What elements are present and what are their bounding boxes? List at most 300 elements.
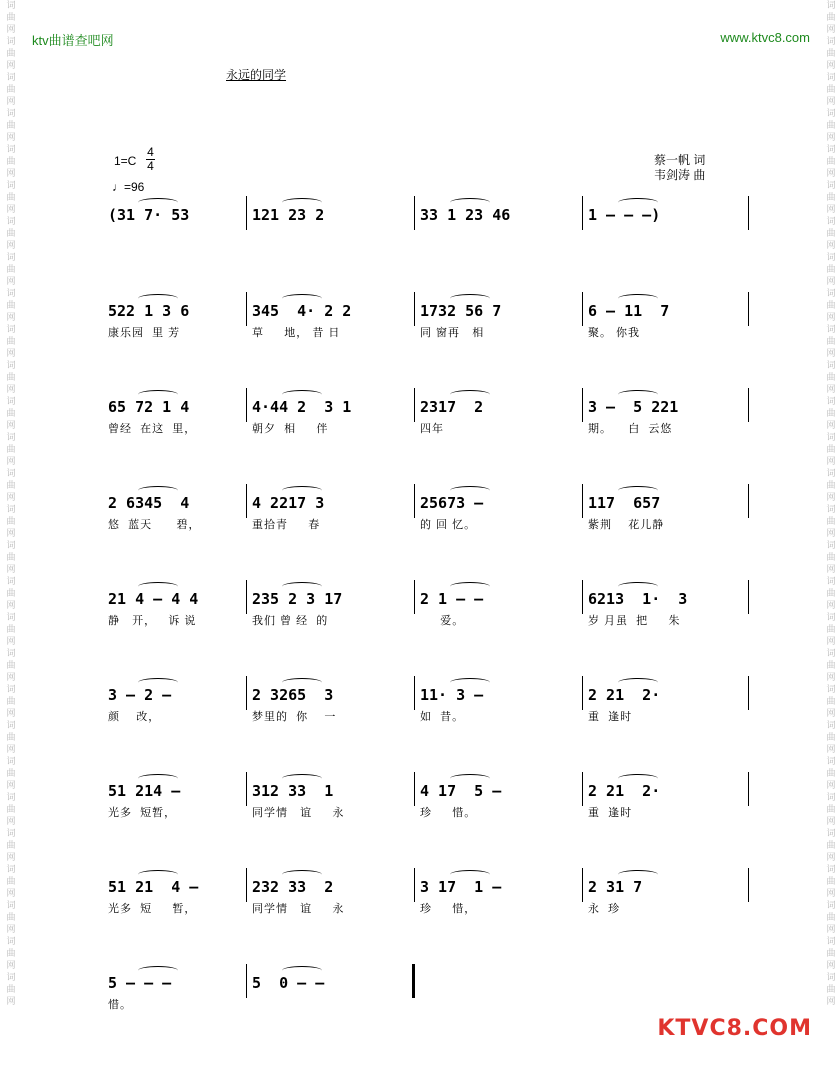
- measure-lyrics: 光多 短暂，: [108, 807, 177, 819]
- watermark-glyph: 词: [826, 433, 836, 443]
- watermark-glyph: 词: [826, 469, 836, 479]
- watermark-glyph: 词: [6, 757, 16, 767]
- watermark-glyph: 词: [826, 289, 836, 299]
- watermark-glyph: 网: [6, 889, 16, 899]
- measure-lyrics: 四年: [420, 423, 444, 435]
- measure-notes: 312 33 1: [252, 782, 334, 800]
- slur-mark: [282, 198, 322, 207]
- watermark-glyph: 网: [826, 241, 836, 251]
- watermark-glyph: 曲: [826, 49, 836, 59]
- watermark-glyph: 曲: [826, 553, 836, 563]
- watermark-glyph: 网: [826, 421, 836, 431]
- watermark-glyph: 曲: [6, 481, 16, 491]
- bar-line: [414, 484, 415, 518]
- slur-mark: [450, 870, 490, 879]
- watermark-glyph: 词: [6, 685, 16, 695]
- watermark-glyph: 网: [826, 277, 836, 287]
- watermark-glyph: 曲: [6, 589, 16, 599]
- measure-notes: (31 7· 53: [108, 206, 190, 224]
- watermark-glyph: 曲: [826, 625, 836, 635]
- bar-line: [748, 868, 749, 902]
- watermark-glyph: 词: [6, 145, 16, 155]
- watermark-glyph: 网: [826, 565, 836, 575]
- watermark-glyph: 曲: [826, 445, 836, 455]
- measure-lyrics: 岁 月虽 把 朱: [588, 615, 681, 627]
- measure-lyrics: 静 开， 诉 说: [108, 615, 197, 627]
- watermark-glyph: 网: [6, 25, 16, 35]
- measure-lyrics: 如 昔。: [420, 711, 465, 723]
- watermark-glyph: 曲: [6, 805, 16, 815]
- watermark-glyph: 网: [826, 889, 836, 899]
- bar-line: [582, 772, 583, 806]
- watermark-glyph: 词: [826, 685, 836, 695]
- watermark-glyph: 网: [6, 169, 16, 179]
- watermark-glyph: 曲: [6, 301, 16, 311]
- measure-notes: 121 23 2: [252, 206, 325, 224]
- watermark-glyph: 词: [826, 541, 836, 551]
- watermark-glyph: 曲: [6, 157, 16, 167]
- watermark-glyph: 曲: [826, 769, 836, 779]
- measure-notes: 1732 56 7: [420, 302, 502, 320]
- bar-line: [246, 676, 247, 710]
- watermark-glyph: 词: [6, 181, 16, 191]
- bar-line: [582, 580, 583, 614]
- watermark-glyph: 曲: [826, 913, 836, 923]
- watermark-glyph: 网: [826, 925, 836, 935]
- watermark-glyph: 曲: [6, 85, 16, 95]
- measure-lyrics: 聚。 你我: [588, 327, 641, 339]
- watermark-glyph: 词: [826, 253, 836, 263]
- bar-line: [414, 676, 415, 710]
- bar-line: [414, 580, 415, 614]
- watermark-glyph: 词: [826, 721, 836, 731]
- measure-notes: 345 4· 2 2: [252, 302, 352, 320]
- watermark-glyph: 网: [6, 349, 16, 359]
- slur-mark: [138, 774, 178, 783]
- slur-mark: [282, 678, 322, 687]
- quarter-note-icon: ♩: [112, 180, 124, 194]
- measure-notes: 2 1 — —: [420, 590, 484, 608]
- measure-lyrics: 紫荆 花儿静: [588, 519, 665, 531]
- measure-notes: 5 — — —: [108, 974, 172, 992]
- measure-lyrics: 朝夕 相 伴: [252, 423, 329, 435]
- slur-mark: [282, 774, 322, 783]
- bar-line: [246, 580, 247, 614]
- time-signature-top: 4: [147, 145, 154, 159]
- watermark-glyph: 曲: [6, 337, 16, 347]
- lyricist: 蔡一帆 词: [654, 153, 706, 167]
- slur-mark: [138, 678, 178, 687]
- watermark-glyph: 曲: [826, 877, 836, 887]
- watermark-glyph: 网: [6, 61, 16, 71]
- slur-mark: [282, 486, 322, 495]
- watermark-glyph: 曲: [826, 805, 836, 815]
- measure-notes: 1 — — —): [588, 206, 661, 224]
- watermark-glyph: 词: [6, 721, 16, 731]
- watermark-glyph: 曲: [826, 373, 836, 383]
- slur-mark: [138, 582, 178, 591]
- measure-lyrics: 同学情 谊 永: [252, 903, 345, 915]
- watermark-glyph: 词: [6, 505, 16, 515]
- watermark-glyph: 曲: [6, 877, 16, 887]
- watermark-glyph: 曲: [6, 913, 16, 923]
- watermark-glyph: 曲: [826, 121, 836, 131]
- watermark-glyph: 词: [6, 901, 16, 911]
- left-watermark-strip: [2, 0, 20, 1067]
- watermark-glyph: 曲: [826, 13, 836, 23]
- watermark-glyph: 词: [6, 325, 16, 335]
- measure-notes: 522 1 3 6: [108, 302, 190, 320]
- watermark-glyph: 网: [826, 997, 836, 1007]
- watermark-glyph: 词: [826, 577, 836, 587]
- watermark-glyph: 曲: [6, 445, 16, 455]
- watermark-glyph: 网: [826, 133, 836, 143]
- watermark-glyph: 词: [6, 865, 16, 875]
- watermark-glyph: 曲: [826, 409, 836, 419]
- watermark-glyph: 网: [6, 457, 16, 467]
- watermark-glyph: 网: [826, 385, 836, 395]
- measure-notes: 2 21 2·: [588, 686, 661, 704]
- watermark-glyph: 网: [826, 349, 836, 359]
- site-logo[interactable]: KTVC8.COM: [657, 1016, 812, 1041]
- watermark-glyph: 词: [826, 73, 836, 83]
- watermark-glyph: 网: [826, 529, 836, 539]
- watermark-glyph: 曲: [826, 301, 836, 311]
- slur-mark: [618, 582, 658, 591]
- bar-line: [582, 388, 583, 422]
- right-watermark-strip: [822, 0, 840, 1067]
- watermark-glyph: 曲: [6, 625, 16, 635]
- watermark-glyph: 网: [6, 529, 16, 539]
- watermark-glyph: 词: [6, 613, 16, 623]
- watermark-glyph: 词: [826, 793, 836, 803]
- tempo-value: =96: [124, 180, 145, 194]
- watermark-glyph: 网: [826, 25, 836, 35]
- measure-lyrics: 珍 惜，: [420, 903, 477, 915]
- slur-mark: [618, 678, 658, 687]
- watermark-glyph: 词: [6, 361, 16, 371]
- watermark-glyph: 网: [6, 961, 16, 971]
- measure-notes: 21 4 — 4 4: [108, 590, 199, 608]
- slur-mark: [618, 774, 658, 783]
- watermark-glyph: 曲: [6, 661, 16, 671]
- watermark-glyph: 网: [6, 565, 16, 575]
- time-signature: [146, 146, 155, 173]
- measure-notes: 33 1 23 46: [420, 206, 511, 224]
- watermark-glyph: 网: [6, 421, 16, 431]
- watermark-glyph: 曲: [826, 193, 836, 203]
- final-bar-line: [412, 964, 415, 998]
- bar-line: [414, 196, 415, 230]
- slur-mark: [450, 486, 490, 495]
- bar-line: [748, 580, 749, 614]
- time-signature-bottom: 4: [147, 159, 154, 173]
- watermark-glyph: 网: [826, 745, 836, 755]
- watermark-glyph: 曲: [6, 949, 16, 959]
- watermark-glyph: 网: [826, 637, 836, 647]
- watermark-glyph: 网: [826, 961, 836, 971]
- measure-lyrics: 的 回 忆。: [420, 519, 477, 531]
- bar-line: [748, 484, 749, 518]
- slur-mark: [618, 486, 658, 495]
- measure-lyrics: 草 地， 昔 日: [252, 327, 341, 339]
- slur-mark: [138, 294, 178, 303]
- measure-notes: 6 — 11 7: [588, 302, 670, 320]
- watermark-glyph: 词: [6, 973, 16, 983]
- watermark-glyph: 曲: [6, 553, 16, 563]
- bar-line: [246, 772, 247, 806]
- measure-notes: 4·44 2 3 1: [252, 398, 352, 416]
- slur-mark: [138, 870, 178, 879]
- measure-notes: 51 21 4 —: [108, 878, 199, 896]
- watermark-glyph: 网: [826, 853, 836, 863]
- watermark-glyph: 网: [6, 745, 16, 755]
- measure-lyrics: 爱。: [420, 615, 465, 627]
- watermark-glyph: 曲: [6, 697, 16, 707]
- watermark-glyph: 词: [6, 469, 16, 479]
- watermark-glyph: 词: [6, 1, 16, 11]
- measure-lyrics: 曾经 在这 里，: [108, 423, 197, 435]
- watermark-glyph: 网: [6, 313, 16, 323]
- watermark-glyph: 曲: [826, 517, 836, 527]
- watermark-glyph: 曲: [826, 229, 836, 239]
- watermark-glyph: 曲: [6, 985, 16, 995]
- measure-lyrics: 珍 惜。: [420, 807, 477, 819]
- watermark-glyph: 网: [6, 925, 16, 935]
- bar-line: [748, 388, 749, 422]
- watermark-glyph: 词: [6, 649, 16, 659]
- measure-lyrics: 重拾青 春: [252, 519, 321, 531]
- watermark-glyph: 词: [826, 829, 836, 839]
- slur-mark: [450, 774, 490, 783]
- measure-notes: 3 — 2 —: [108, 686, 172, 704]
- watermark-glyph: 曲: [826, 841, 836, 851]
- tempo-marking: [112, 180, 144, 194]
- slur-mark: [282, 294, 322, 303]
- watermark-glyph: 网: [6, 997, 16, 1007]
- watermark-glyph: 词: [826, 181, 836, 191]
- bar-line: [246, 868, 247, 902]
- bar-line: [414, 388, 415, 422]
- slur-mark: [618, 390, 658, 399]
- watermark-glyph: 词: [826, 649, 836, 659]
- measure-lyrics: 颜 改，: [108, 711, 161, 723]
- watermark-glyph: 网: [6, 673, 16, 683]
- measure-lyrics: 康乐园 里 芳: [108, 327, 181, 339]
- measure-notes: 2317 2: [420, 398, 484, 416]
- measure-lyrics: 光多 短 暂，: [108, 903, 197, 915]
- watermark-glyph: 曲: [826, 157, 836, 167]
- watermark-glyph: 词: [826, 325, 836, 335]
- watermark-glyph: 网: [6, 277, 16, 287]
- site-name-left[interactable]: ktv曲谱查吧网: [32, 33, 114, 48]
- watermark-glyph: 词: [826, 757, 836, 767]
- watermark-glyph: 曲: [6, 121, 16, 131]
- watermark-glyph: 网: [6, 97, 16, 107]
- credits: [654, 153, 705, 183]
- slur-mark: [450, 678, 490, 687]
- watermark-glyph: 网: [826, 61, 836, 71]
- watermark-glyph: 网: [826, 313, 836, 323]
- watermark-glyph: 曲: [826, 85, 836, 95]
- watermark-glyph: 词: [6, 433, 16, 443]
- slur-mark: [138, 390, 178, 399]
- measure-notes: 11· 3 —: [420, 686, 484, 704]
- measure-lyrics: 我们 曾 经 的: [252, 615, 329, 627]
- watermark-glyph: 曲: [826, 949, 836, 959]
- watermark-glyph: 词: [826, 145, 836, 155]
- measure-notes: 6213 1· 3: [588, 590, 688, 608]
- measure-lyrics: 惜。: [108, 999, 132, 1011]
- watermark-glyph: 曲: [826, 697, 836, 707]
- measure-notes: 51 214 —: [108, 782, 181, 800]
- watermark-glyph: 词: [6, 253, 16, 263]
- slur-mark: [282, 966, 322, 975]
- watermark-glyph: 网: [826, 781, 836, 791]
- slur-mark: [282, 870, 322, 879]
- bar-line: [246, 964, 247, 998]
- watermark-glyph: 词: [6, 37, 16, 47]
- watermark-glyph: 网: [826, 673, 836, 683]
- watermark-glyph: 词: [6, 397, 16, 407]
- watermark-glyph: 词: [6, 541, 16, 551]
- bar-line: [246, 292, 247, 326]
- bar-line: [582, 868, 583, 902]
- watermark-glyph: 曲: [6, 13, 16, 23]
- watermark-glyph: 词: [6, 109, 16, 119]
- measure-lyrics: 重 逢时: [588, 711, 633, 723]
- watermark-glyph: 曲: [6, 733, 16, 743]
- watermark-glyph: 曲: [6, 409, 16, 419]
- watermark-glyph: 词: [826, 937, 836, 947]
- composer: 韦剑涛 曲: [654, 168, 706, 182]
- watermark-glyph: 曲: [6, 265, 16, 275]
- watermark-glyph: 词: [826, 397, 836, 407]
- slur-mark: [618, 198, 658, 207]
- measure-notes: 232 33 2: [252, 878, 334, 896]
- watermark-glyph: 曲: [826, 661, 836, 671]
- watermark-glyph: 网: [826, 493, 836, 503]
- watermark-glyph: 曲: [826, 985, 836, 995]
- measure-notes: 4 17 5 —: [420, 782, 502, 800]
- watermark-glyph: 曲: [826, 733, 836, 743]
- watermark-glyph: 词: [6, 793, 16, 803]
- watermark-glyph: 网: [826, 457, 836, 467]
- bar-line: [414, 772, 415, 806]
- watermark-glyph: 网: [6, 133, 16, 143]
- slur-mark: [450, 198, 490, 207]
- measure-notes: 3 17 1 —: [420, 878, 502, 896]
- watermark-glyph: 曲: [826, 265, 836, 275]
- watermark-glyph: 词: [826, 217, 836, 227]
- measure-lyrics: 梦里的 你 一: [252, 711, 337, 723]
- watermark-glyph: 词: [826, 865, 836, 875]
- watermark-glyph: 词: [826, 901, 836, 911]
- watermark-glyph: 网: [826, 601, 836, 611]
- watermark-glyph: 词: [826, 109, 836, 119]
- slur-mark: [618, 870, 658, 879]
- slur-mark: [282, 390, 322, 399]
- watermark-glyph: 词: [6, 289, 16, 299]
- watermark-glyph: 曲: [6, 841, 16, 851]
- watermark-glyph: 词: [826, 505, 836, 515]
- bar-line: [748, 772, 749, 806]
- measure-notes: 65 72 1 4: [108, 398, 190, 416]
- bar-line: [414, 868, 415, 902]
- measure-lyrics: 永 珍: [588, 903, 621, 915]
- slur-mark: [138, 198, 178, 207]
- bar-line: [246, 484, 247, 518]
- watermark-glyph: 网: [6, 853, 16, 863]
- bar-line: [246, 388, 247, 422]
- measure-lyrics: 悠 蓝天 碧，: [108, 519, 201, 531]
- bar-line: [748, 676, 749, 710]
- watermark-glyph: 网: [826, 817, 836, 827]
- watermark-glyph: 曲: [826, 337, 836, 347]
- bar-line: [582, 676, 583, 710]
- watermark-glyph: 词: [826, 37, 836, 47]
- watermark-glyph: 曲: [826, 481, 836, 491]
- watermark-glyph: 网: [6, 493, 16, 503]
- slur-mark: [450, 390, 490, 399]
- watermark-glyph: 词: [6, 217, 16, 227]
- slur-mark: [138, 486, 178, 495]
- bar-line: [582, 292, 583, 326]
- bar-line: [748, 196, 749, 230]
- watermark-glyph: 曲: [6, 517, 16, 527]
- song-title: 永远的同学: [226, 68, 287, 82]
- watermark-glyph: 网: [6, 709, 16, 719]
- measure-notes: 235 2 3 17: [252, 590, 343, 608]
- watermark-glyph: 网: [826, 709, 836, 719]
- watermark-glyph: 网: [6, 781, 16, 791]
- bar-line: [414, 292, 415, 326]
- bar-line: [582, 196, 583, 230]
- watermark-glyph: 网: [826, 205, 836, 215]
- bar-line: [748, 292, 749, 326]
- watermark-glyph: 网: [6, 385, 16, 395]
- watermark-glyph: 曲: [6, 193, 16, 203]
- slur-mark: [450, 294, 490, 303]
- watermark-glyph: 曲: [6, 49, 16, 59]
- measure-notes: 4 2217 3: [252, 494, 325, 512]
- watermark-glyph: 词: [826, 361, 836, 371]
- watermark-glyph: 词: [6, 829, 16, 839]
- measure-notes: 2 6345 4: [108, 494, 190, 512]
- watermark-glyph: 曲: [6, 373, 16, 383]
- bar-line: [246, 196, 247, 230]
- measure-notes: 3 — 5 221: [588, 398, 679, 416]
- watermark-glyph: 网: [6, 241, 16, 251]
- watermark-glyph: 词: [6, 937, 16, 947]
- measure-notes: 117 657: [588, 494, 661, 512]
- measure-notes: 2 31 7: [588, 878, 643, 896]
- watermark-glyph: 网: [6, 817, 16, 827]
- measure-lyrics: 同学情 谊 永: [252, 807, 345, 819]
- measure-notes: 2 3265 3: [252, 686, 334, 704]
- watermark-glyph: 网: [826, 97, 836, 107]
- site-url-right[interactable]: www.ktvc8.com: [720, 30, 810, 45]
- watermark-glyph: 词: [826, 1, 836, 11]
- watermark-glyph: 词: [6, 577, 16, 587]
- measure-lyrics: 重 逢时: [588, 807, 633, 819]
- watermark-glyph: 曲: [6, 229, 16, 239]
- watermark-glyph: 曲: [826, 589, 836, 599]
- watermark-glyph: 词: [6, 73, 16, 83]
- slur-mark: [138, 966, 178, 975]
- measure-lyrics: 期。 白 云悠: [588, 423, 673, 435]
- measure-notes: 2 21 2·: [588, 782, 661, 800]
